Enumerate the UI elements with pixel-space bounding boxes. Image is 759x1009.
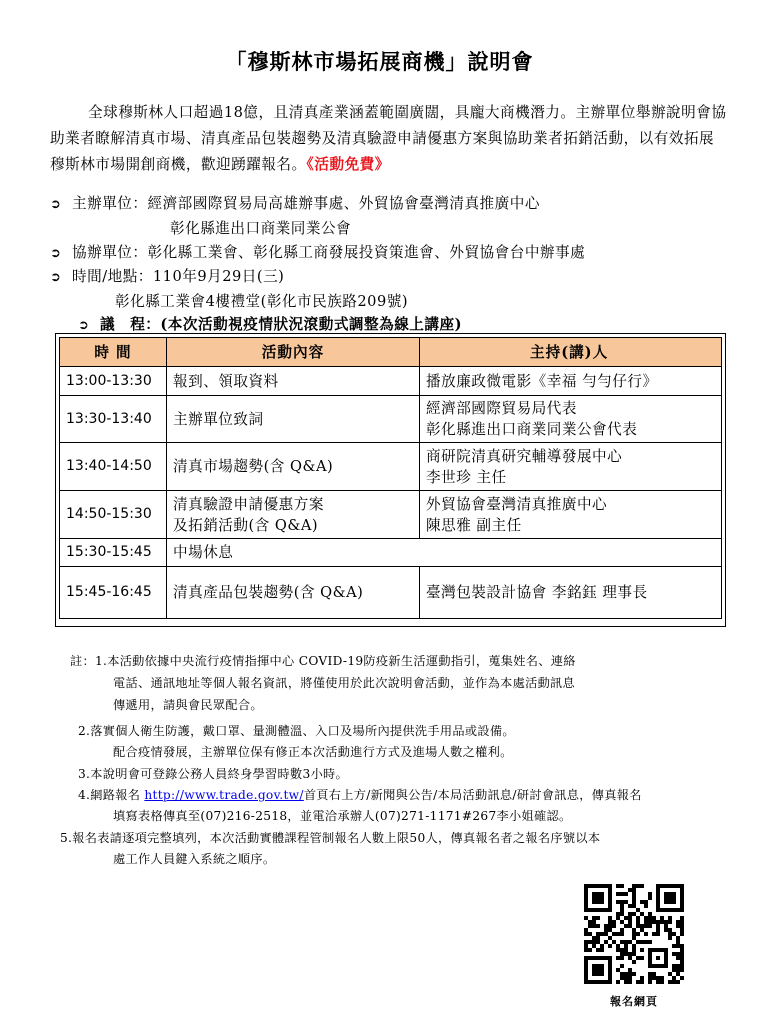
- header-time: 時 間: [60, 338, 167, 367]
- header-host: 主持(講)人: [420, 338, 722, 367]
- table-row: [60, 443, 722, 491]
- table-row: [60, 367, 722, 396]
- arrow-icon: ➲: [50, 246, 62, 261]
- row-host: 播放廉政微電影《幸福 勻勻仔行》: [420, 367, 722, 396]
- event-date: 110年9月29日(三): [152, 268, 285, 285]
- coorganizer-value: 彰化縣工業會、彰化縣工商發展投資策進會、外貿協會台中辦事處: [147, 244, 586, 261]
- row-time: 15:45-16:45: [60, 567, 167, 619]
- table-row: [60, 539, 722, 567]
- note-2a: 2.落實個人衛生防護，戴口罩、量測體溫、入口及場所內提供洗手用品或設備。: [78, 724, 515, 738]
- note-4b: 填寫表格傳真至(07)216-2518，並電洽承辦人(07)271-1171#267李小姐確認。: [113, 809, 572, 823]
- agenda-label: 議 程：: [100, 316, 161, 333]
- intro-paragraph: [50, 100, 728, 178]
- agenda-table: [59, 337, 722, 619]
- free-badge: 《活動免費》: [306, 156, 390, 173]
- note-4: 4.網路報名 http://www.trade.gov.tw/首頁右上方/新聞與公告/本局活動訊息/研討會訊息，傳真報名: [78, 788, 642, 802]
- note-1c: 傳遞用，請與會民眾配合。: [113, 698, 263, 712]
- coorganizer-label: 協辦單位：: [72, 244, 148, 261]
- row-host: 商研院清真研究輔導發展中心 李世珍 主任: [420, 443, 722, 491]
- note-5a: 5.報名表請逐項完整填列，本次活動實體課程管制報名人數上限50人，傳真報名者之報名序號以本: [60, 831, 601, 845]
- row-time: 14:50-15:30: [60, 491, 167, 539]
- row-time: 13:30-13:40: [60, 396, 167, 443]
- time-place-label: 時間/地點：: [72, 268, 153, 285]
- page-title: 「穆斯林市場拓展商機」說明會: [225, 49, 534, 74]
- note-2b: 配合疫情發展，主辦單位保有修正本次活動進行方式及進場人數之權利。: [113, 745, 513, 759]
- row-time: 15:30-15:45: [60, 539, 167, 567]
- row-content: 清真驗證申請優惠方案 及拓銷活動(含 Q&A): [167, 491, 420, 539]
- row-content: 中場休息: [167, 539, 722, 567]
- qr-code-icon[interactable]: [584, 884, 684, 984]
- note-1b: 電話、通訊地址等個人報名資訊，將僅使用於此次說明會活動，並作為本處活動訊息: [113, 676, 576, 690]
- row-host: 臺灣包裝設計協會 李銘鈺 理事長: [420, 567, 722, 619]
- arrow-icon: ➲: [50, 197, 62, 212]
- arrow-icon: ➲: [78, 318, 90, 333]
- intro-text: 全球穆斯林人口超過18億，且清真產業涵蓋範圍廣闊，具龐大商機潛力。主辦單位舉辦說明會協助業者瞭解清真市場、清真產品包裝趨勢及清真驗證申請優惠方案與協助業者拓銷活動，以有效拓展穆斯林市場開創商機，歡迎踴躍報名。: [50, 104, 727, 173]
- organizer-line1: 經濟部國際貿易局高雄辦事處、外貿協會臺灣清真推廣中心: [147, 195, 540, 212]
- note-1a: 註：1.本活動依據中央流行疫情指揮中心 COVID-19防疫新生活運動指引，蒐集姓名、連絡: [70, 654, 576, 668]
- organizer-label: 主辦單位：: [72, 195, 148, 212]
- agenda-heading: [78, 313, 462, 334]
- row-content: 主辦單位致詞: [167, 396, 420, 443]
- row-time: 13:40-14:50: [60, 443, 167, 491]
- table-row: [60, 491, 722, 539]
- agenda-note: (本次活動視疫情狀況滾動式調整為線上講座): [160, 316, 462, 333]
- trade-website-link[interactable]: http://www.trade.gov.tw/: [144, 788, 304, 802]
- arrow-icon: ➲: [50, 270, 62, 285]
- row-content: 清真產品包裝趨勢(含 Q&A): [167, 567, 420, 619]
- note-3: 3.本說明會可登錄公務人員終身學習時數3小時。: [78, 767, 349, 781]
- header-content: 活動內容: [167, 338, 420, 367]
- row-host: 外貿協會臺灣清真推廣中心 陳思雅 副主任: [420, 491, 722, 539]
- row-host: 經濟部國際貿易局代表 彰化縣進出口商業同業公會代表: [420, 396, 722, 443]
- agenda-header-row: [60, 338, 722, 367]
- table-row: [60, 567, 722, 619]
- organizer-line2: 彰化縣進出口商業同業公會: [170, 220, 352, 237]
- table-row: [60, 396, 722, 443]
- note-5b: 處工作人員鍵入系統之順序。: [113, 852, 276, 866]
- row-time: 13:00-13:30: [60, 367, 167, 396]
- qr-label: 報名網頁: [610, 995, 658, 1008]
- event-venue: 彰化縣工業會4樓禮堂(彰化市民族路209號): [115, 293, 409, 310]
- row-content: 清真市場趨勢(含 Q&A): [167, 443, 420, 491]
- row-content: 報到、領取資料: [167, 367, 420, 396]
